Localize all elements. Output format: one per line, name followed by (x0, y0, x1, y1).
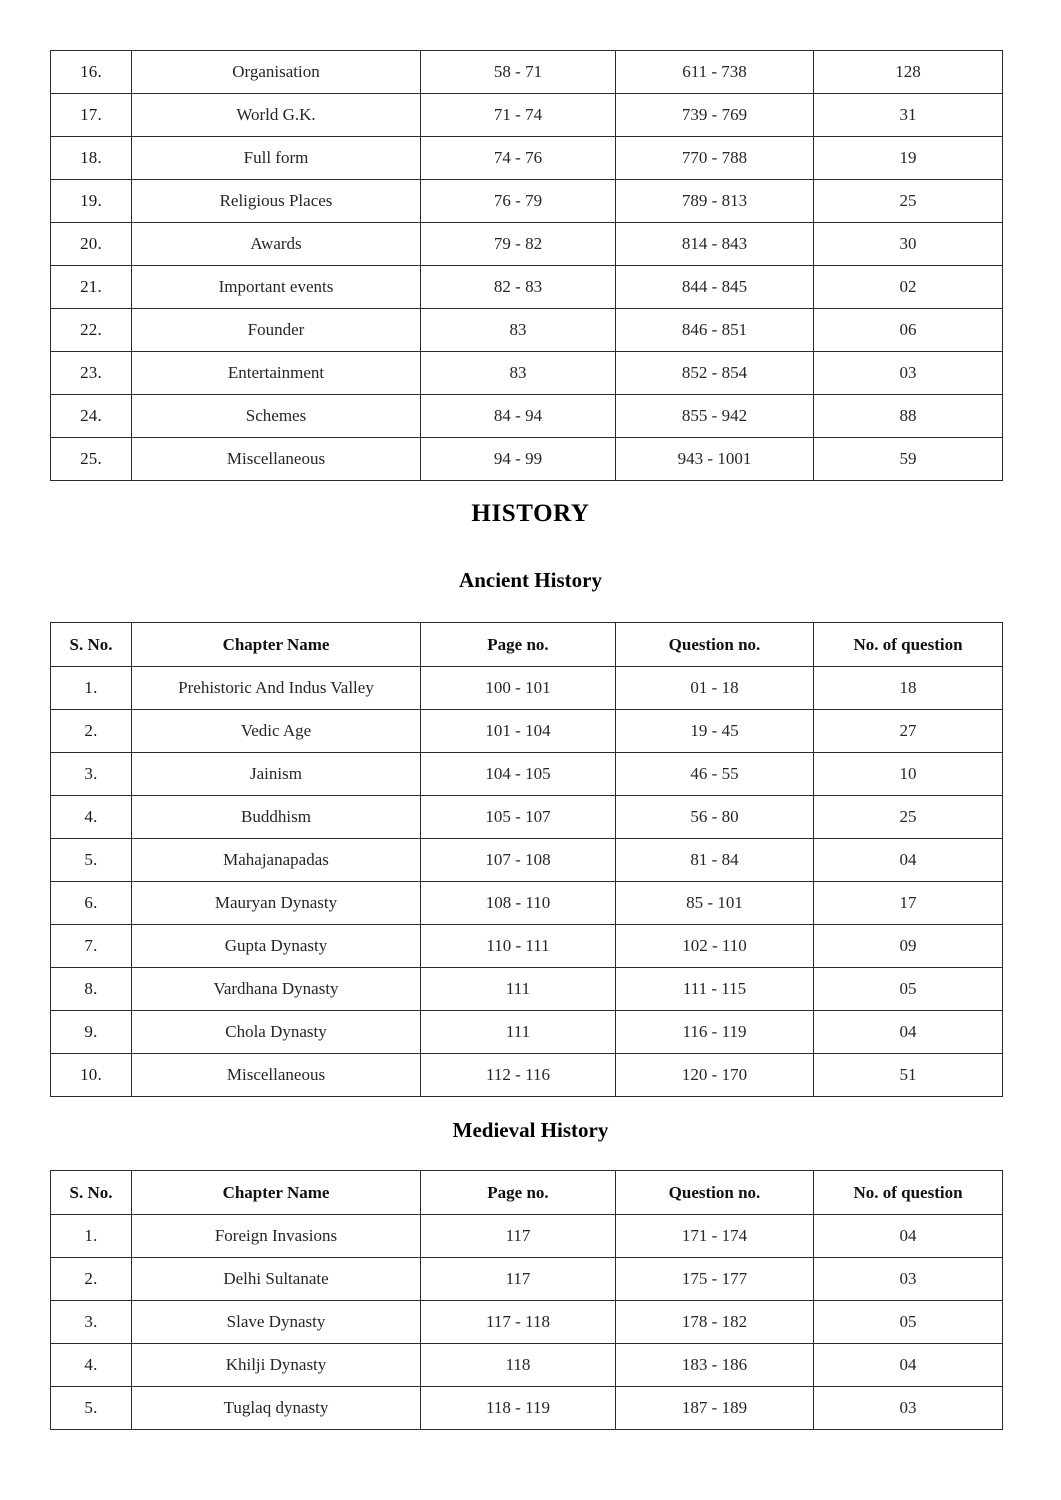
table-row (51, 796, 1003, 839)
column-header-question: Question no. (616, 1171, 814, 1215)
table-row (51, 438, 1003, 481)
cell-question-no: 855 - 942 (616, 395, 814, 438)
cell-no-of-question: 128 (814, 51, 1003, 94)
cell-question-no: 102 - 110 (616, 925, 814, 968)
cell-no-of-question: 04 (814, 1011, 1003, 1054)
section-heading-ancient-history: Ancient History (459, 568, 602, 592)
cell-page-no: 79 - 82 (421, 223, 616, 266)
table-row (51, 180, 1003, 223)
cell-no-of-question: 02 (814, 266, 1003, 309)
table-header (51, 1171, 1003, 1215)
table-row (51, 968, 1003, 1011)
cell-serial-number: 3. (51, 1301, 132, 1344)
cell-chapter-name: Buddhism (132, 796, 421, 839)
cell-chapter-name: Foreign Invasions (132, 1215, 421, 1258)
cell-chapter-name: Slave Dynasty (132, 1301, 421, 1344)
cell-question-no: 789 - 813 (616, 180, 814, 223)
cell-serial-number: 23. (51, 352, 132, 395)
cell-no-of-question: 04 (814, 1344, 1003, 1387)
cell-no-of-question: 27 (814, 710, 1003, 753)
cell-serial-number: 4. (51, 796, 132, 839)
column-header-sno: S. No. (51, 1171, 132, 1215)
table-row (51, 309, 1003, 352)
cell-page-no: 105 - 107 (421, 796, 616, 839)
ancient-history-table (50, 622, 1003, 1097)
column-header-sno: S. No. (51, 623, 132, 667)
cell-chapter-name: Mahajanapadas (132, 839, 421, 882)
cell-page-no: 118 - 119 (421, 1387, 616, 1430)
cell-no-of-question: 03 (814, 352, 1003, 395)
column-header-count: No. of question (814, 623, 1003, 667)
medieval-history-heading-container (0, 1118, 1061, 1143)
table-row (51, 1215, 1003, 1258)
table-row (51, 1387, 1003, 1430)
cell-no-of-question: 51 (814, 1054, 1003, 1097)
cell-no-of-question: 04 (814, 839, 1003, 882)
cell-no-of-question: 59 (814, 438, 1003, 481)
cell-no-of-question: 30 (814, 223, 1003, 266)
cell-page-no: 76 - 79 (421, 180, 616, 223)
cell-no-of-question: 10 (814, 753, 1003, 796)
table-body (51, 51, 1003, 481)
cell-question-no: 171 - 174 (616, 1215, 814, 1258)
cell-no-of-question: 88 (814, 395, 1003, 438)
table-row (51, 51, 1003, 94)
table-body (51, 1215, 1003, 1430)
cell-question-no: 111 - 115 (616, 968, 814, 1011)
cell-no-of-question: 09 (814, 925, 1003, 968)
table-header (51, 623, 1003, 667)
column-header-count: No. of question (814, 1171, 1003, 1215)
cell-question-no: 770 - 788 (616, 137, 814, 180)
cell-serial-number: 10. (51, 1054, 132, 1097)
column-header-question: Question no. (616, 623, 814, 667)
cell-chapter-name: Miscellaneous (132, 438, 421, 481)
ancient-history-heading-container (0, 568, 1061, 593)
cell-chapter-name: Awards (132, 223, 421, 266)
table-row (51, 667, 1003, 710)
cell-no-of-question: 25 (814, 180, 1003, 223)
cell-question-no: 81 - 84 (616, 839, 814, 882)
cell-serial-number: 2. (51, 710, 132, 753)
cell-no-of-question: 03 (814, 1258, 1003, 1301)
ancient-history-table-container (0, 622, 1003, 1097)
cell-chapter-name: Miscellaneous (132, 1054, 421, 1097)
cell-serial-number: 1. (51, 1215, 132, 1258)
column-header-chapter: Chapter Name (132, 1171, 421, 1215)
cell-page-no: 83 (421, 309, 616, 352)
cell-chapter-name: Religious Places (132, 180, 421, 223)
cell-chapter-name: Mauryan Dynasty (132, 882, 421, 925)
cell-page-no: 112 - 116 (421, 1054, 616, 1097)
table-row (51, 1258, 1003, 1301)
cell-page-no: 110 - 111 (421, 925, 616, 968)
cell-question-no: 01 - 18 (616, 667, 814, 710)
cell-chapter-name: Organisation (132, 51, 421, 94)
cell-question-no: 814 - 843 (616, 223, 814, 266)
cell-page-no: 117 (421, 1258, 616, 1301)
cell-question-no: 187 - 189 (616, 1387, 814, 1430)
table-row (51, 395, 1003, 438)
cell-chapter-name: Founder (132, 309, 421, 352)
cell-chapter-name: Full form (132, 137, 421, 180)
cell-page-no: 71 - 74 (421, 94, 616, 137)
cell-page-no: 117 (421, 1215, 616, 1258)
cell-chapter-name: Important events (132, 266, 421, 309)
cell-question-no: 846 - 851 (616, 309, 814, 352)
table-row (51, 352, 1003, 395)
cell-serial-number: 4. (51, 1344, 132, 1387)
cell-no-of-question: 06 (814, 309, 1003, 352)
table-row (51, 137, 1003, 180)
cell-serial-number: 6. (51, 882, 132, 925)
cell-serial-number: 19. (51, 180, 132, 223)
cell-serial-number: 7. (51, 925, 132, 968)
cell-chapter-name: Tuglaq dynasty (132, 1387, 421, 1430)
cell-question-no: 183 - 186 (616, 1344, 814, 1387)
cell-serial-number: 25. (51, 438, 132, 481)
cell-page-no: 117 - 118 (421, 1301, 616, 1344)
cell-chapter-name: Gupta Dynasty (132, 925, 421, 968)
cell-no-of-question: 04 (814, 1215, 1003, 1258)
cell-page-no: 111 (421, 1011, 616, 1054)
column-header-page: Page no. (421, 623, 616, 667)
table-row (51, 925, 1003, 968)
cell-question-no: 56 - 80 (616, 796, 814, 839)
continued-index-table-container (0, 50, 1003, 481)
cell-no-of-question: 19 (814, 137, 1003, 180)
cell-page-no: 104 - 105 (421, 753, 616, 796)
cell-chapter-name: Schemes (132, 395, 421, 438)
table-row (51, 94, 1003, 137)
cell-page-no: 101 - 104 (421, 710, 616, 753)
cell-serial-number: 1. (51, 667, 132, 710)
cell-no-of-question: 05 (814, 968, 1003, 1011)
cell-question-no: 852 - 854 (616, 352, 814, 395)
cell-question-no: 116 - 119 (616, 1011, 814, 1054)
cell-chapter-name: World G.K. (132, 94, 421, 137)
medieval-history-table-container (0, 1170, 1003, 1430)
section-heading-medieval-history: Medieval History (452, 1118, 609, 1142)
cell-question-no: 178 - 182 (616, 1301, 814, 1344)
cell-page-no: 58 - 71 (421, 51, 616, 94)
cell-serial-number: 18. (51, 137, 132, 180)
cell-page-no: 108 - 110 (421, 882, 616, 925)
cell-page-no: 100 - 101 (421, 667, 616, 710)
cell-question-no: 85 - 101 (616, 882, 814, 925)
table-row (51, 882, 1003, 925)
cell-no-of-question: 05 (814, 1301, 1003, 1344)
cell-page-no: 83 (421, 352, 616, 395)
cell-chapter-name: Prehistoric And Indus Valley (132, 667, 421, 710)
table-row (51, 1011, 1003, 1054)
cell-page-no: 82 - 83 (421, 266, 616, 309)
table-body (51, 667, 1003, 1097)
table-header-row (51, 623, 1003, 667)
cell-serial-number: 21. (51, 266, 132, 309)
cell-chapter-name: Jainism (132, 753, 421, 796)
cell-question-no: 175 - 177 (616, 1258, 814, 1301)
cell-serial-number: 5. (51, 839, 132, 882)
cell-no-of-question: 31 (814, 94, 1003, 137)
cell-chapter-name: Entertainment (132, 352, 421, 395)
cell-question-no: 19 - 45 (616, 710, 814, 753)
cell-question-no: 943 - 1001 (616, 438, 814, 481)
cell-chapter-name: Khilji Dynasty (132, 1344, 421, 1387)
cell-serial-number: 16. (51, 51, 132, 94)
cell-serial-number: 3. (51, 753, 132, 796)
cell-no-of-question: 17 (814, 882, 1003, 925)
continued-index-table (50, 50, 1003, 481)
page-title: HISTORY (471, 500, 590, 527)
cell-serial-number: 24. (51, 395, 132, 438)
cell-serial-number: 22. (51, 309, 132, 352)
main-heading-container (0, 500, 1061, 528)
cell-page-no: 94 - 99 (421, 438, 616, 481)
cell-question-no: 739 - 769 (616, 94, 814, 137)
cell-serial-number: 5. (51, 1387, 132, 1430)
column-header-page: Page no. (421, 1171, 616, 1215)
cell-page-no: 107 - 108 (421, 839, 616, 882)
cell-no-of-question: 25 (814, 796, 1003, 839)
cell-page-no: 74 - 76 (421, 137, 616, 180)
cell-chapter-name: Chola Dynasty (132, 1011, 421, 1054)
cell-question-no: 120 - 170 (616, 1054, 814, 1097)
cell-question-no: 844 - 845 (616, 266, 814, 309)
cell-serial-number: 20. (51, 223, 132, 266)
table-row (51, 753, 1003, 796)
cell-serial-number: 17. (51, 94, 132, 137)
cell-no-of-question: 18 (814, 667, 1003, 710)
cell-question-no: 611 - 738 (616, 51, 814, 94)
table-row (51, 1301, 1003, 1344)
table-header-row (51, 1171, 1003, 1215)
cell-serial-number: 2. (51, 1258, 132, 1301)
table-row (51, 1344, 1003, 1387)
column-header-chapter: Chapter Name (132, 623, 421, 667)
cell-question-no: 46 - 55 (616, 753, 814, 796)
cell-page-no: 118 (421, 1344, 616, 1387)
table-row (51, 266, 1003, 309)
table-row (51, 710, 1003, 753)
table-row (51, 223, 1003, 266)
cell-chapter-name: Delhi Sultanate (132, 1258, 421, 1301)
medieval-history-table (50, 1170, 1003, 1430)
cell-page-no: 111 (421, 968, 616, 1011)
cell-page-no: 84 - 94 (421, 395, 616, 438)
cell-chapter-name: Vardhana Dynasty (132, 968, 421, 1011)
cell-no-of-question: 03 (814, 1387, 1003, 1430)
table-row (51, 1054, 1003, 1097)
cell-serial-number: 8. (51, 968, 132, 1011)
table-row (51, 839, 1003, 882)
cell-serial-number: 9. (51, 1011, 132, 1054)
cell-chapter-name: Vedic Age (132, 710, 421, 753)
